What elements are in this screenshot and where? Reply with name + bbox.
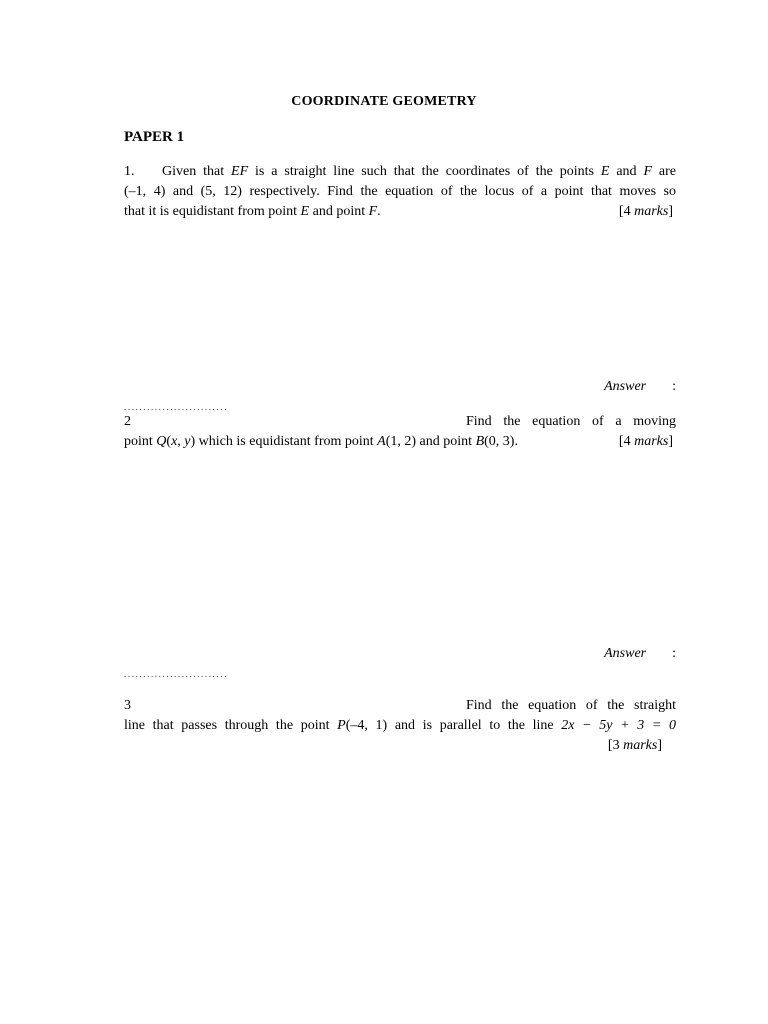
question-1-answer-dots: ........................... bbox=[124, 402, 228, 412]
question-2-number: 2 bbox=[124, 414, 131, 429]
line-equation: 2x − 5y + 3 = 0 bbox=[561, 718, 676, 733]
question-1-answer-label: Answer : bbox=[604, 379, 676, 394]
question-3-number: 3 bbox=[124, 698, 131, 713]
question-1-number: 1. bbox=[124, 164, 135, 179]
paper-heading: PAPER 1 bbox=[124, 129, 185, 145]
question-1-line-2: (–1, 4) and (5, 12) respectively. Find the equation of the locus of a point that moves so bbox=[124, 184, 676, 199]
page-title: COORDINATE GEOMETRY bbox=[291, 94, 477, 109]
question-1-marks: [4 marks] bbox=[618, 204, 673, 219]
question-3-marks: [3 marks] bbox=[607, 738, 662, 753]
question-1-line-3: that it is equidistant from point E and point F. bbox=[124, 204, 381, 219]
question-1-line-1: 1. Given that EF is a straight line such that the coordinates of the points E and F are bbox=[124, 162, 676, 182]
question-2-answer-dots: ........................... bbox=[124, 669, 228, 679]
question-2-answer-label: Answer : bbox=[604, 646, 676, 661]
question-2-line-2: point Q(x, y) which is equidistant from point A(1, 2) and point B(0, 3). bbox=[124, 434, 518, 449]
question-3-line-2: line that passes through the point P(–4, 1) and is parallel to the line 2x − 5y + 3 = 0 bbox=[124, 718, 676, 733]
question-2-line-1: Find the equation of a moving bbox=[466, 414, 676, 429]
question-2-marks: [4 marks] bbox=[618, 434, 673, 449]
question-3-line-1: Find the equation of the straight bbox=[466, 698, 676, 713]
